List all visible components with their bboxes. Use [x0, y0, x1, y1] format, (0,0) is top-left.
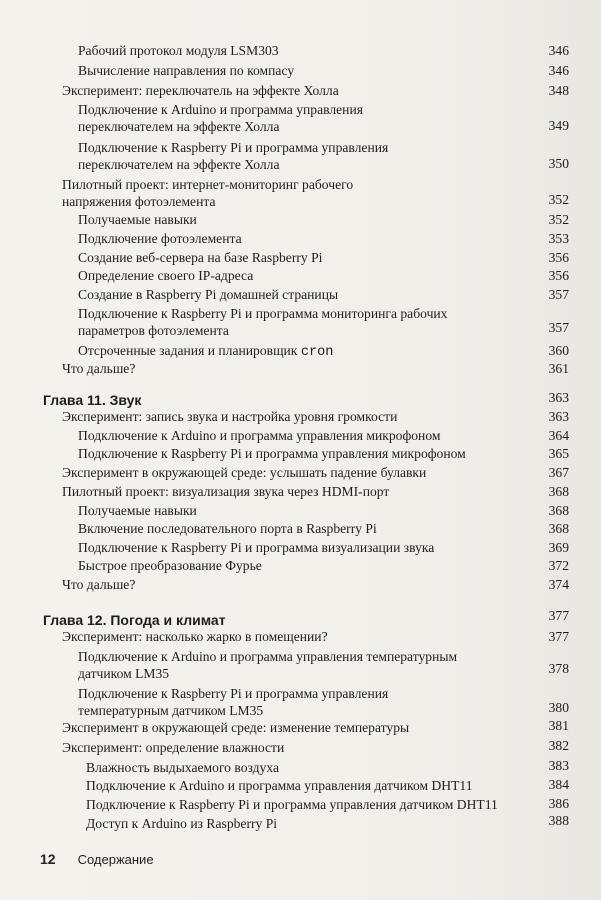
- toc-entry-title: Создание веб-сервера на базе Raspberry Pi: [78, 250, 323, 265]
- toc-entry-title: Пилотный проект: визуализация звука через HDMI-порт: [62, 484, 390, 499]
- toc-entry-page: 352: [548, 192, 569, 207]
- toc-entry-title: Что дальше?: [62, 577, 136, 592]
- toc-entry: [78, 342, 601, 361]
- toc-entry-title: Подключение к Raspberry Pi и программа управления датчиком DHT11: [86, 797, 498, 812]
- toc-entry: [78, 267, 601, 284]
- toc-entry-title: Включение последовательного порта в Raspberry Pi: [78, 521, 377, 536]
- toc-entry: [62, 739, 601, 756]
- chapter-title: Глава 11. Звук: [43, 392, 142, 408]
- chapter-title: Глава 12. Погода и климат: [43, 612, 226, 628]
- toc-entry-title: Эксперимент в окружающей среде: услышать падение булавки: [62, 465, 427, 480]
- toc-entry-title: Подключение к Arduino и программа управления: [78, 102, 363, 117]
- toc-entry: [62, 483, 601, 500]
- toc-entry-page: 368: [548, 503, 569, 518]
- toc-entry-page: 364: [548, 428, 569, 443]
- toc-entry-page: 372: [548, 558, 569, 573]
- toc-entry-title: Рабочий протокол модуля LSM303: [78, 43, 279, 58]
- toc-entry: [62, 360, 601, 377]
- toc-entry-title: Подключение к Arduino и программа управления температурным: [78, 649, 458, 664]
- toc-entry-title: Подключение к Raspberry Pi и программа мониторинга рабочих: [78, 306, 448, 321]
- toc-entry: [78, 62, 601, 79]
- toc-entry-page: 350: [548, 156, 569, 171]
- toc-entry: [62, 628, 601, 645]
- toc-entry: [86, 759, 601, 776]
- page-number: 12: [40, 851, 56, 867]
- toc-entry-title-cont: напряжения фотоэлемента: [62, 194, 216, 209]
- toc-entry-title: Подключение к Arduino и программа управления датчиком DHT11: [86, 778, 473, 793]
- running-title: Содержание: [77, 852, 154, 867]
- toc-entry-title: Пилотный проект: интернет-мониторинг рабочего: [62, 177, 354, 192]
- toc-entry: [78, 101, 601, 135]
- toc-entry: [78, 42, 601, 59]
- toc-entry: [86, 777, 601, 794]
- toc-entry-title: Эксперимент в окружающей среде: изменение температуры: [62, 720, 410, 735]
- chapter-heading: [43, 608, 601, 629]
- toc-entry-title: Эксперимент: определение влажности: [62, 740, 285, 755]
- toc-entry-page: 374: [548, 577, 569, 592]
- toc-entry-title: Доступ к Arduino из Raspberry Pi: [86, 816, 278, 831]
- toc-entry: [78, 539, 601, 556]
- toc-entry-title: Быстрое преобразование Фурье: [78, 558, 262, 573]
- chapter-heading: [43, 392, 601, 409]
- toc-entry-page: 368: [548, 484, 569, 499]
- toc-entry-page: 386: [548, 796, 569, 811]
- toc-entry-page: 357: [548, 320, 569, 335]
- toc-entry-title: Получаемые навыки: [78, 212, 197, 227]
- toc-entry-page: 348: [548, 83, 569, 98]
- toc-entry: [78, 557, 601, 574]
- toc-entry-page: 349: [548, 118, 569, 133]
- toc-entry-page: 346: [548, 63, 569, 78]
- toc-entry-page: 360: [548, 343, 569, 358]
- toc-entry-title: Влажность выдыхаемого воздуха: [86, 760, 279, 775]
- toc-entry: [78, 249, 601, 266]
- toc-entry-page: 356: [548, 268, 569, 283]
- toc-entry: [78, 685, 601, 719]
- toc-entry-title: Получаемые навыки: [78, 503, 197, 518]
- toc-entry: [62, 576, 601, 593]
- toc-entry-title: Вычисление направления по компасу: [78, 63, 295, 78]
- toc-entry: [78, 427, 601, 444]
- toc-entry-page: 377: [548, 629, 569, 644]
- toc-entry: [78, 305, 601, 339]
- toc-entry-title: Эксперимент: запись звука и настройка уровня громкости: [62, 409, 398, 424]
- toc-entry-title: Определение своего IP-адреса: [78, 268, 254, 283]
- toc-entry-page: 384: [548, 777, 569, 792]
- toc-entry-page: 382: [548, 738, 569, 753]
- toc-entry-title-cont: параметров фотоэлемента: [78, 323, 229, 338]
- toc-entry-page: 356: [548, 250, 569, 265]
- chapter-page: 363: [548, 390, 569, 405]
- page-footer: [40, 851, 154, 867]
- toc-entry-title-text: Отсроченные задания и планировщик: [78, 343, 301, 358]
- toc-entry-page: 378: [548, 661, 569, 676]
- toc-entry: [62, 408, 601, 425]
- toc-entry-page: 352: [548, 212, 569, 227]
- toc-entry-page: 365: [548, 446, 569, 461]
- toc-entry-title: Подключение к Raspberry Pi и программа управления: [78, 140, 389, 155]
- toc-entry-page: 367: [548, 465, 569, 480]
- toc-entry-title: Подключение к Raspberry Pi и программа управления микрофоном: [78, 446, 466, 461]
- toc-entry-page: 383: [548, 758, 569, 773]
- toc-entry-page: 361: [548, 361, 569, 376]
- toc-entry-title: Создание в Raspberry Pi домашней страницы: [78, 287, 339, 302]
- toc-entry: [86, 796, 601, 813]
- toc-entry-page: 381: [548, 718, 569, 733]
- toc-entry: [78, 230, 601, 247]
- toc-entry-title: Подключение к Raspberry Pi и программа визуализации звука: [78, 540, 435, 555]
- toc-entry-title: Подключение фотоэлемента: [78, 231, 242, 246]
- toc-entry-code: cron: [300, 345, 334, 360]
- toc-entry-title-cont: температурным датчиком LM35: [78, 703, 264, 718]
- toc-entry-page: 368: [548, 521, 569, 536]
- toc-entry: [78, 648, 601, 682]
- toc-entry-page: 388: [548, 813, 569, 828]
- toc-entry: [78, 139, 601, 173]
- toc-entry-page: 380: [548, 700, 569, 715]
- toc-entry-page: 346: [548, 43, 569, 58]
- toc-entry-title: Эксперимент: насколько жарко в помещении?: [62, 629, 328, 644]
- toc-entry-title: Подключение к Arduino и программа управления микрофоном: [78, 428, 441, 443]
- toc-entry-page: 357: [548, 287, 569, 302]
- toc-entry: [78, 286, 601, 303]
- toc-entry: [62, 82, 601, 99]
- toc-entry: [62, 719, 601, 736]
- toc-entry-title: [78, 342, 601, 361]
- toc-entry: [78, 211, 601, 228]
- chapter-page: 377: [548, 608, 569, 623]
- toc-entry-title-cont: переключателем на эффекте Холла: [78, 157, 280, 172]
- toc-entry-title-cont: датчиком LM35: [78, 666, 170, 681]
- toc-entry-title: Что дальше?: [62, 361, 136, 376]
- toc-entry-title-cont: переключателем на эффекте Холла: [78, 119, 280, 134]
- toc-entry-page: 353: [548, 231, 569, 246]
- toc-entry: [86, 815, 601, 832]
- toc-entry-title: Эксперимент: переключатель на эффекте Холла: [62, 83, 339, 98]
- toc-entry-page: 363: [548, 409, 569, 424]
- toc-entry: [78, 445, 601, 462]
- toc-entry-title: Подключение к Raspberry Pi и программа управления: [78, 686, 389, 701]
- toc-entry: [78, 502, 601, 519]
- toc-entry-page: 369: [548, 540, 569, 555]
- toc-entry: [62, 464, 601, 481]
- toc-entry: [62, 176, 601, 210]
- toc-entry: [78, 520, 601, 537]
